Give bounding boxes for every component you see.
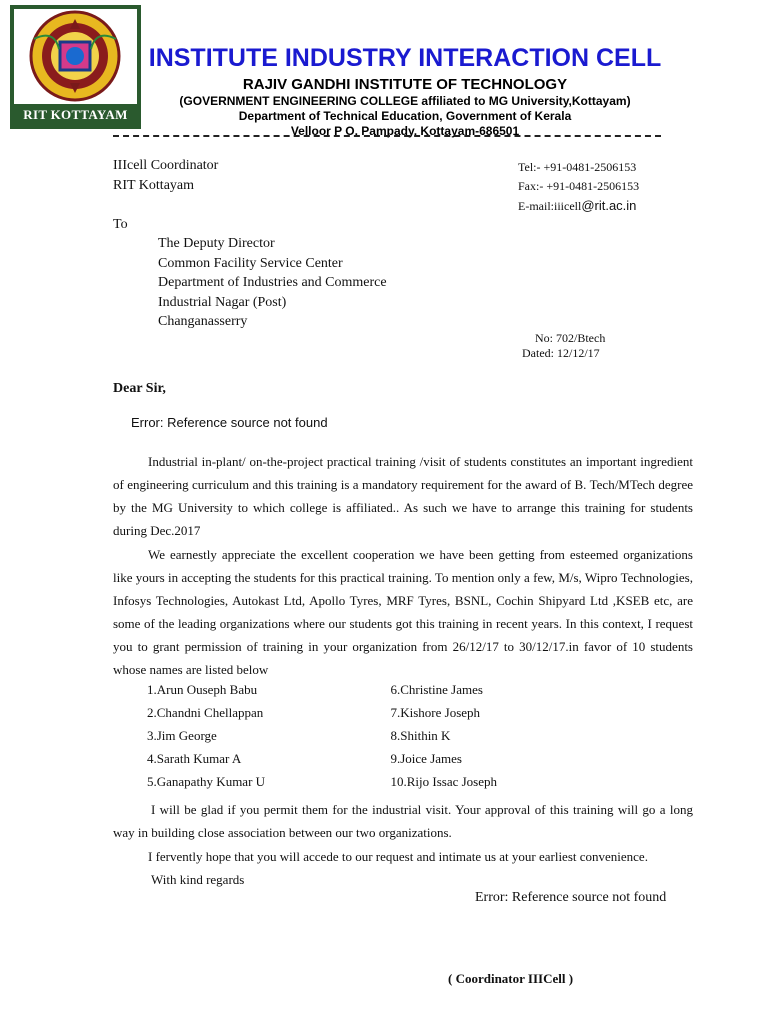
student-list (147, 682, 547, 797)
paragraph-1: Industrial in-plant/ on-the-project practical training /visit of students constitutes an important ingredient of engineering curriculum and this training is a mandatory requirement for the award of B. Tech/MTech degree by the MG University to which college is affiliated.. As such we have to arrange this training for students during Dec.2017 (113, 454, 693, 538)
student-name: 9.Joice James (390, 751, 462, 766)
paragraph-2: We earnestly appreciate the excellent cooperation we have been getting from esteemed organizations like yours in accepting the students for this practical training. To mention only a few, M/s, Wipro Technologies, Infosys Technologies, Autokast Ltd, Apollo Tyres, MRF Tyres, BSNL, Cochin Shipyard Ltd ,KSEB etc, are some of the leading organizations where our students got this training in recent years. In this context, I request you to grant permission of training in your organization from 26/12/17 to 30/12/17.in favor of 10 students whose names are listed below (113, 547, 693, 677)
email-prefix: E-mail:iiicell (518, 199, 582, 213)
student-row (147, 728, 547, 751)
institute-logo (10, 5, 141, 129)
contact-tel: Tel:- +91-0481-2506153 (518, 160, 637, 174)
recipient-line: Industrial Nagar (Post) (158, 295, 287, 310)
recipient-line: The Deputy Director (158, 236, 275, 251)
paragraph-3: I will be glad if you permit them for the industrial visit. Your approval of this training will go a long way in building close association between our two organizations. (113, 802, 693, 840)
institute-emblem (14, 9, 137, 104)
contact-email[interactable] (518, 198, 636, 214)
student-name: 5.Ganapathy Kumar U (147, 774, 266, 789)
student-name: 7.Kishore Joseph (390, 705, 481, 720)
student-row (147, 774, 547, 797)
sender-org: RIT Kottayam (113, 178, 195, 193)
header-divider (113, 135, 661, 137)
student-name: 10.Rijo Issac Joseph (390, 774, 498, 789)
department-line: Department of Technical Education, Government of Kerala (238, 109, 572, 123)
logo-caption: RIT KOTTAYAM (23, 107, 128, 122)
sender-title: IIIcell Coordinator (113, 158, 219, 173)
reference-number: No: 702/Btech (535, 331, 606, 345)
closing-regards: With kind regards (151, 872, 245, 887)
email-domain: @rit.ac.in (581, 198, 637, 213)
recipient-line: Department of Industries and Commerce (158, 275, 387, 290)
recipient-line: Common Facility Service Center (158, 256, 343, 271)
student-name: 1.Arun Ouseph Babu (147, 682, 258, 697)
salutation: Dear Sir, (113, 381, 166, 396)
address-line: Velloor P O, Pampady, Kottayam-686501 (290, 124, 520, 138)
reference-date: Dated: 12/12/17 (522, 346, 600, 360)
student-name: 6.Christine James (390, 682, 483, 697)
student-name: 2.Chandni Chellappan (147, 705, 264, 720)
contact-fax: Fax:- +91-0481-2506153 (518, 179, 640, 193)
student-name: 3.Jim George (147, 728, 217, 743)
recipient-line: Changanasserry (158, 314, 248, 329)
student-name: 4.Sarath Kumar A (147, 751, 242, 766)
letterhead-title: INSTITUTE INDUSTRY INTERACTION CELL (148, 44, 662, 72)
paragraph-4: I fervently hope that you will accede to our request and intimate us at your earliest convenience. (148, 849, 648, 864)
to-label: To (113, 217, 128, 232)
signature-line: ( Coordinator IIICell ) (448, 971, 574, 986)
closing-reference-error: Error: Reference source not found (475, 890, 667, 905)
student-name: 8.Shithin K (390, 728, 451, 743)
reference-error: Error: Reference source not found (131, 415, 328, 430)
student-row (147, 751, 547, 774)
affiliation-line: (GOVERNMENT ENGINEERING COLLEGE affiliated to MG University,Kottayam) (179, 94, 631, 108)
institute-name: RAJIV GANDHI INSTITUTE OF TECHNOLOGY (242, 76, 568, 93)
student-row (147, 705, 547, 728)
student-row (147, 682, 547, 705)
